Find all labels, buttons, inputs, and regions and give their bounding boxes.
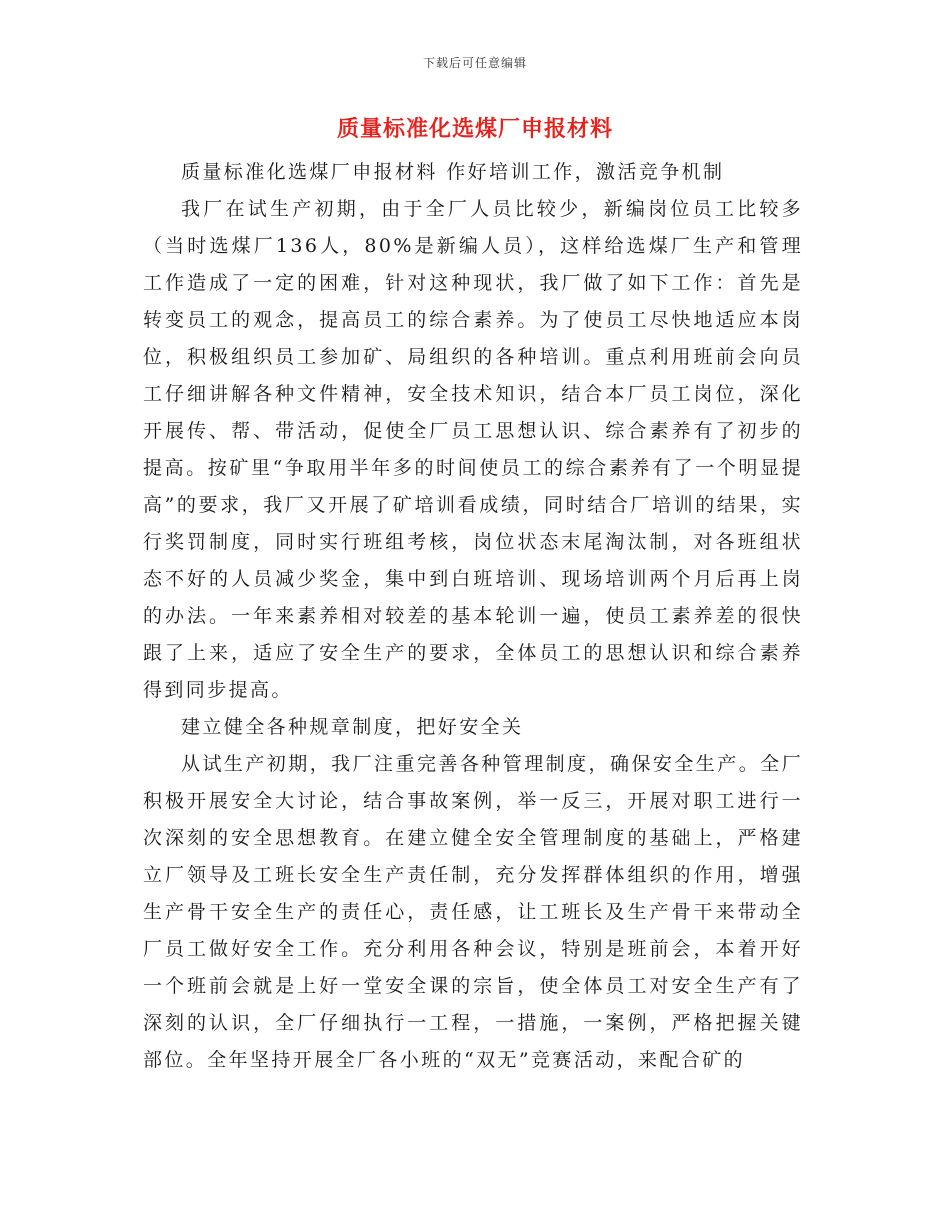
paragraph-subheading-safety: 建立健全各种规章制度，把好安全关 [181,716,524,738]
paragraph-training: 我厂在试生产初期，由于全厂人员比较少，新编岗位员工比较多（当时选煤厂136人，80%是新编人员），这样给选煤厂生产和管理工作造成了一定的困难，针对这种现状，我厂做了如下工作：首先是转变员工的观念，提高员工的综合素养。为了使员工尽快地适应本岗位，积极组织员工参加矿、局组织的各种培训。重点利用班前会向员工仔细讲解各种文件精神，安全技术知识，结合本厂员工岗位，深化开展传、帮、带活动，促使全厂员工思想认识、综合素养有了初步的提高。按矿里“争取用半年多的时间使员工的综合素养有了一个明显提高”的要求，我厂又开展了矿培训看成绩，同时结合厂培训的结果，实行奖罚制度，同时实行班组考核，岗位状态末尾淘汰制，对各班组状态不好的人员减少奖金，集中到白班培训、现场培训两个月后再上岗的办法。一年来素养相对较差的基本轮训一遍，使员工素养差的很快跟了上来，适应了安全生产的要求，全体员工的思想认识和综合素养得到同步提高。 [143,198,803,701]
header-note: 下载后可任意编辑 [422,56,527,70]
document-body [143,154,803,1079]
paragraph-subheading-training: 质量标准化选煤厂申报材料 作好培训工作，激活竞争机制 [181,161,725,183]
paragraph-safety: 从试生产初期，我厂注重完善各种管理制度，确保安全生产。全厂积极开展安全大讨论，结合事故案例，举一反三，开展对职工进行一次深刻的安全思想教育。在建立健全安全管理制度的基础上，严格建立厂领导及工班长安全生产责任制，充分发挥群体组织的作用，增强生产骨干安全生产的责任心，责任感，让工班长及生产骨干来带动全厂员工做好安全工作。充分利用各种会议，特别是班前会，本着开好一个班前会就是上好一堂安全课的宗旨，使全体员工对安全生产有了深刻的认识，全厂仔细执行一工程，一措施，一案例，严格把握关键部位。全年坚持开展全厂各小班的“双无”竞赛活动，来配合矿的 [143,753,803,1071]
document-title: 质量标准化选煤厂申报材料 [336,117,613,142]
